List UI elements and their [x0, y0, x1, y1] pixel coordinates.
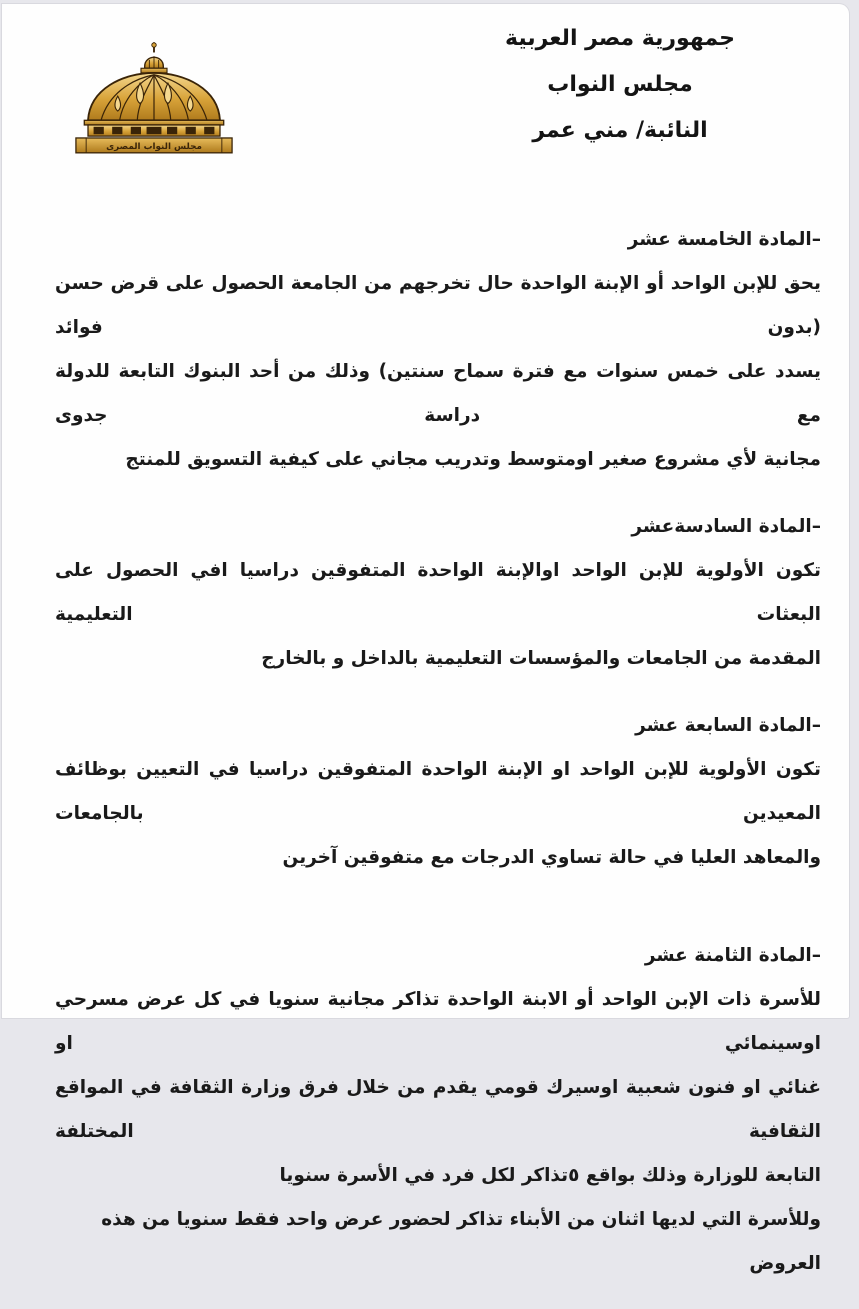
document-page: [2, 4, 849, 1274]
article-line: والمعاهد العليا في حالة تساوي الدرجات مع متفوقين آخرين: [282, 847, 821, 868]
article-line: المقدمة من الجامعات والمؤسسات التعليمية بالداخل و بالخارج: [261, 648, 821, 669]
article-line: للأسرة ذات الإبن الواحد أو الابنة الواحدة تذاكر مجانية سنويا في كل عرض مسرحي اوسينمائي او: [55, 989, 821, 1054]
header-council: مجلس النواب: [547, 72, 693, 97]
letterhead: [495, 16, 745, 154]
article-title: –المادة السادسةعشر: [631, 516, 821, 537]
article-line: تكون الأولوية للإبن الواحد او الإبنة الواحدة المتفوقين دراسيا في التعيين بوظائف المعيدين بالجامعات: [55, 759, 821, 824]
article-line: تكون الأولوية للإبن الواحد اوالإبنة الواحدة المتفوقين دراسيا افي الحصول على البعثات التعليمية: [55, 560, 821, 625]
parliament-dome-logo: [75, 40, 233, 156]
parliament-dome-icon: [75, 40, 233, 156]
document-body: [55, 218, 821, 1309]
logo-banner-text: مجلس النواب المصرى: [106, 142, 202, 153]
article-title: –المادة الثامنة عشر: [644, 945, 821, 966]
header-country: جمهورية مصر العربية: [505, 26, 735, 51]
article-section: [55, 218, 821, 482]
article-title: –المادة الخامسة عشر: [627, 229, 821, 250]
article-line: غنائي او فنون شعبية اوسيرك قومي يقدم من خلال فرق وزارة الثقافة في المواقع الثقافية المختلفة: [55, 1077, 821, 1142]
article-line: وللأسرة التي لديها اثنان من الأبناء تذاكر لحضور عرض واحد فقط سنويا من هذه العروض: [101, 1209, 821, 1274]
article-title: –المادة السابعة عشر: [635, 715, 821, 736]
article-line: يحق للإبن الواحد أو الإبنة الواحدة حال تخرجهم من الجامعة الحصول على قرض حسن (بدون فوائد: [55, 273, 821, 338]
article-section: [55, 704, 821, 880]
article-section: [55, 505, 821, 681]
article-line: مجانية لأي مشروع صغير اومتوسط وتدريب مجاني على كيفية التسويق للمنتج: [125, 449, 821, 470]
article-line: التابعة للوزارة وذلك بواقع ٥تذاكر لكل فرد في الأسرة سنويا: [279, 1165, 821, 1186]
article-section: [55, 934, 821, 1286]
header-mp-name: النائبة/ مني عمر: [532, 118, 708, 143]
article-line: يسدد على خمس سنوات مع فترة سماح سنتين) وذلك من أحد البنوك التابعة للدولة مع دراسة جدوى: [55, 361, 821, 426]
